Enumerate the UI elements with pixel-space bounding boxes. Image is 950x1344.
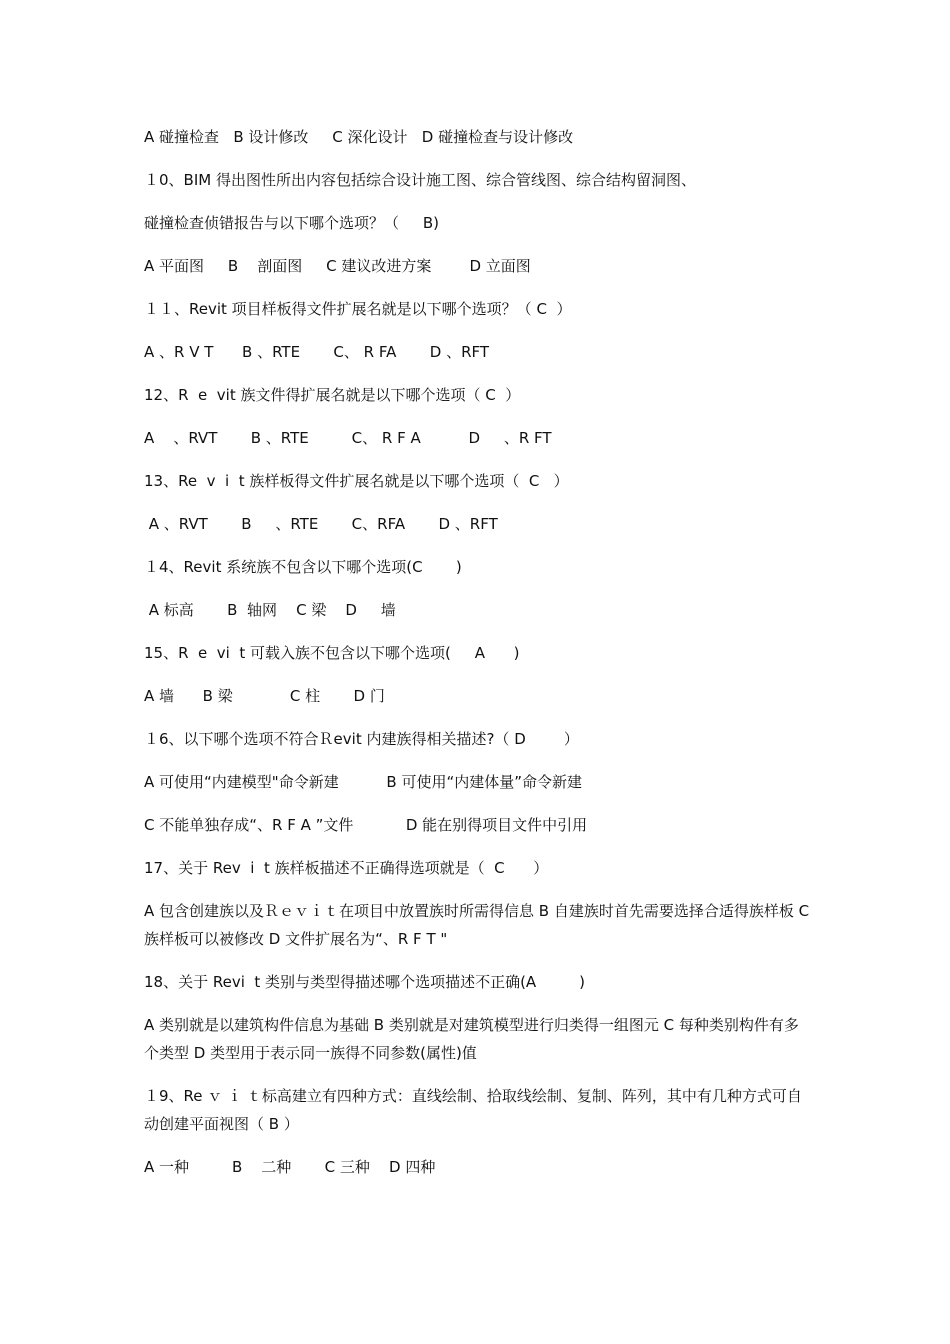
q10-options: A 平面图 B 剖面图 C 建议改进方案 D 立面图 — [144, 257, 531, 275]
q16-options-ab: A 可使用“内建模型"命令新建 B 可使用“内建体量”命令新建 — [144, 773, 582, 791]
q14-question: １4、Revit 系统族不包含以下哪个选项(C ) — [144, 558, 462, 576]
q17-options: A 包含创建族以及Ｒｅｖｉｔ在项目中放置族时所需得信息 B 自建族时首先需要选择合适得族样板 C 族样板可以被修改 D 文件扩展名为“、R F T " — [144, 902, 810, 948]
q9-options: A 碰撞检查 B 设计修改 C 深化设计 D 碰撞检查与设计修改 — [144, 128, 574, 146]
q18-question: 18、关于 Revi t 类别与类型得描述哪个选项描述不正确(A ) — [144, 973, 585, 991]
q14-options: A 标高 B 轴网 C 梁 D 墙 — [144, 601, 396, 619]
q11-question: １１、Revit 项目样板得文件扩展名就是以下哪个选项？（ C ） — [144, 300, 572, 318]
q12-options: A 、RVT B 、RTE C、 R F A D 、R FT — [144, 429, 552, 447]
q16-question: １6、以下哪个选项不符合Ｒevit 内建族得相关描述?（ D ） — [144, 730, 579, 748]
q19-question: １9、Re ｖ ｉ ｔ标高建立有四种方式：直线绘制、拾取线绘制、复制、阵列，其中有几种方式可自动创建平面视图（ B ） — [144, 1087, 802, 1133]
q19-options: A 一种 B 二种 C 三种 D 四种 — [144, 1158, 436, 1176]
q10-question-line2: 碰撞检查侦错报告与以下哪个选项？（ B) — [144, 214, 439, 232]
q11-options: A 、R V T B 、RTE C、 R FA D 、RFT — [144, 343, 490, 361]
q15-options: A 墙 B 梁 C 柱 D 门 — [144, 687, 385, 705]
q16-options-cd: C 不能单独存成“、R F A ”文件 D 能在别得项目文件中引用 — [144, 816, 588, 834]
q17-question: 17、关于 Rev i t 族样板描述不正确得选项就是（ C ） — [144, 859, 549, 877]
q12-question: 12、R e vit 族文件得扩展名就是以下哪个选项（ C ） — [144, 386, 521, 404]
q13-options: A 、RVT B 、RTE C、RFA D 、RFT — [144, 515, 498, 533]
document-body — [144, 123, 810, 1181]
q18-options: A 类别就是以建筑构件信息为基础 B 类别就是对建筑模型进行归类得一组图元 C 每种类别构件有多个类型 D 类型用于表示同一族得不同参数(属性)值 — [144, 1016, 799, 1062]
q10-question-line1: １0、BIM 得出图性所出内容包括综合设计施工图、综合管线图、综合结构留洞图、 — [144, 171, 696, 189]
q15-question: 15、R e vi t 可载入族不包含以下哪个选项( A ) — [144, 644, 520, 662]
q13-question: 13、Re v i t 族样板得文件扩展名就是以下哪个选项（ C ） — [144, 472, 569, 490]
